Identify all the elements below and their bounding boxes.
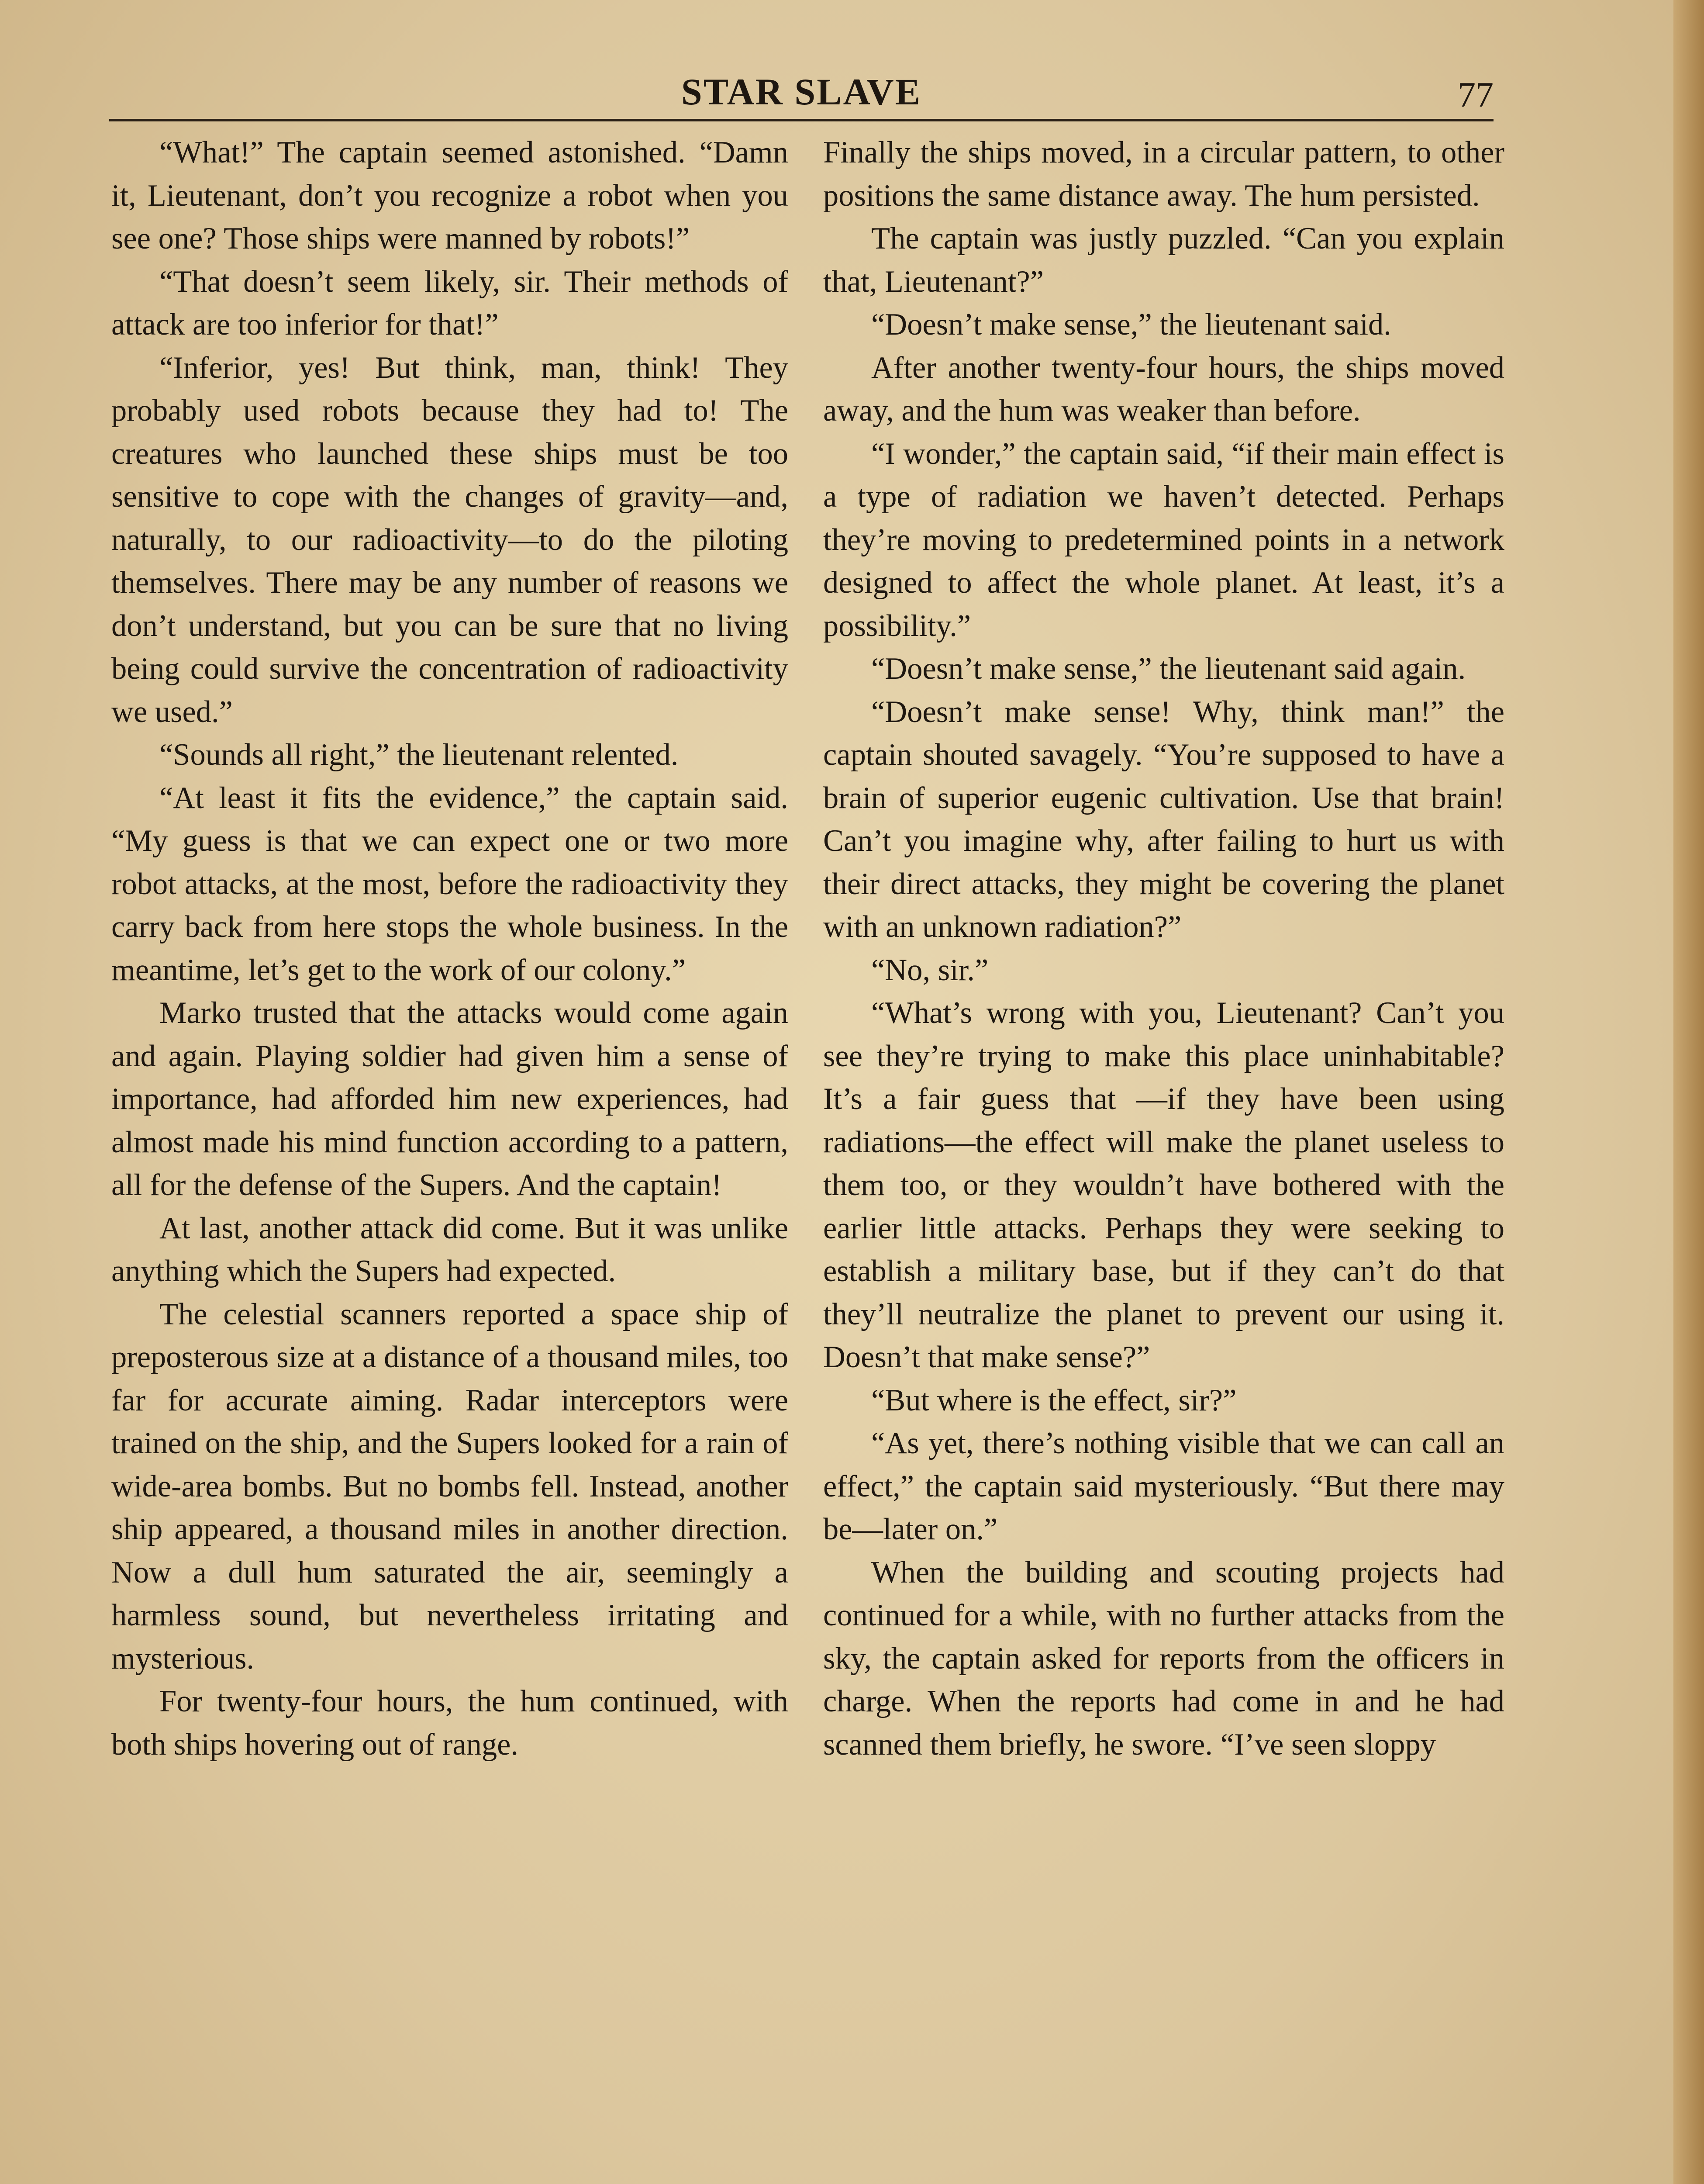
paragraph: “What!” The captain seemed astonished. “Damn it, Lieutenant, don’t you recognize a robot when you see one? Those ships were manned by robots!” [111, 135, 788, 256]
running-header [109, 66, 1494, 122]
left-column [111, 131, 788, 2184]
paragraph: “But where is the effect, sir?” [871, 1383, 1237, 1417]
paragraph: The captain was justly puzzled. “Can you explain that, Lieutenant?” [823, 221, 1504, 299]
paragraph: When the building and scouting projects had continued for a while, with no further attacks from the sky, the captain asked for reports from the officers in charge. When the reports had come in and he had scanned them briefly, he swore. “I’ve seen sloppy [823, 1555, 1504, 1762]
paragraph: “What’s wrong with you, Lieutenant? Can’t you see they’re trying to make this place uninhabitable? It’s a fair guess that —if they have been using radiations—the effect will make the planet useless to them too, or they wouldn’t have bothered with the earlier little attacks. Perhaps they were seeking to establish a military base, but if they can’t do that they’ll neutralize the planet to prevent our using it. Doesn’t that make sense?” [823, 996, 1504, 1374]
paragraph: At last, another attack did come. But it was unlike anything which the Supers had expected. [111, 1211, 788, 1288]
paragraph: “That doesn’t seem likely, sir. Their methods of attack are too inferior for that!” [111, 264, 788, 342]
paragraph: For twenty-four hours, the hum continued, with both ships hovering out of range. [111, 1684, 788, 1762]
paragraph: “Sounds all right,” the lieutenant relented. [159, 738, 679, 772]
paragraph: “Doesn’t make sense,” the lieutenant said again. [871, 652, 1466, 686]
paragraph: “Inferior, yes! But think, man, think! They probably used robots because they had to! The creatures who launched these ships must be too sensitive to cope with the changes of gravity—and, naturally, to our radioactivity—to do the piloting themselves. There may be any number of reasons we don’t understand, but you can be sure that no living being could survive the concentration of radioactivity we used.” [111, 350, 788, 729]
paragraph: “Doesn’t make sense! Why, think man!” the captain shouted savagely. “You’re supposed to have a brain of superior eugenic cultivation. Use that brain! Can’t you imagine why, after failing to hurt us with their direct attacks, they might be covering the planet with an unknown radiation?” [823, 695, 1504, 944]
paragraph: After another twenty-four hours, the ships moved away, and the hum was weaker than before. [823, 350, 1504, 428]
right-column [823, 131, 1504, 2184]
header-rule [109, 119, 1494, 121]
paragraph: The celestial scanners reported a space ship of preposterous size at a distance of a thousand miles, too far for accurate aiming. Radar interceptors were trained on the ship, and the Supers looked for a rain of wide-area bombs. But no bombs fell. Instead, another ship appeared, a thousand miles in another direction. Now a dull hum saturated the air, seemingly a harmless sound, but nevertheless irritating and mysterious. [111, 1297, 788, 1676]
paragraph: “I wonder,” the captain said, “if their main effect is a type of radiation we haven’t detected. Perhaps they’re moving to predetermined points in a network designed to affect the whole planet. At least, it’s a possibility.” [823, 436, 1504, 643]
page-number: 77 [1458, 75, 1494, 114]
paragraph: “No, sir.” [871, 953, 989, 987]
paragraph: “At least it fits the evidence,” the captain said. “My guess is that we can expect one or two more robot attacks, at the most, before the radioactivity they carry back from here stops the whole business. In the meantime, let’s get to the work of our colony.” [111, 781, 788, 987]
paragraph: “Doesn’t make sense,” the lieutenant said. [871, 308, 1391, 342]
running-title: STAR SLAVE [681, 71, 922, 113]
paragraph: Marko trusted that the attacks would come again and again. Playing soldier had given him a sense of importance, had afforded him new experiences, had almost made his mind function according to a pattern, all for the defense of the Supers. And the captain! [111, 996, 788, 1202]
page-edge [1673, 0, 1704, 2184]
paragraph: Finally the ships moved, in a circular pattern, to other positions the same distance away. The hum persisted. [823, 135, 1504, 213]
paragraph: “As yet, there’s nothing visible that we can call an effect,” the captain said mysteriously. “But there may be—later on.” [823, 1426, 1504, 1546]
